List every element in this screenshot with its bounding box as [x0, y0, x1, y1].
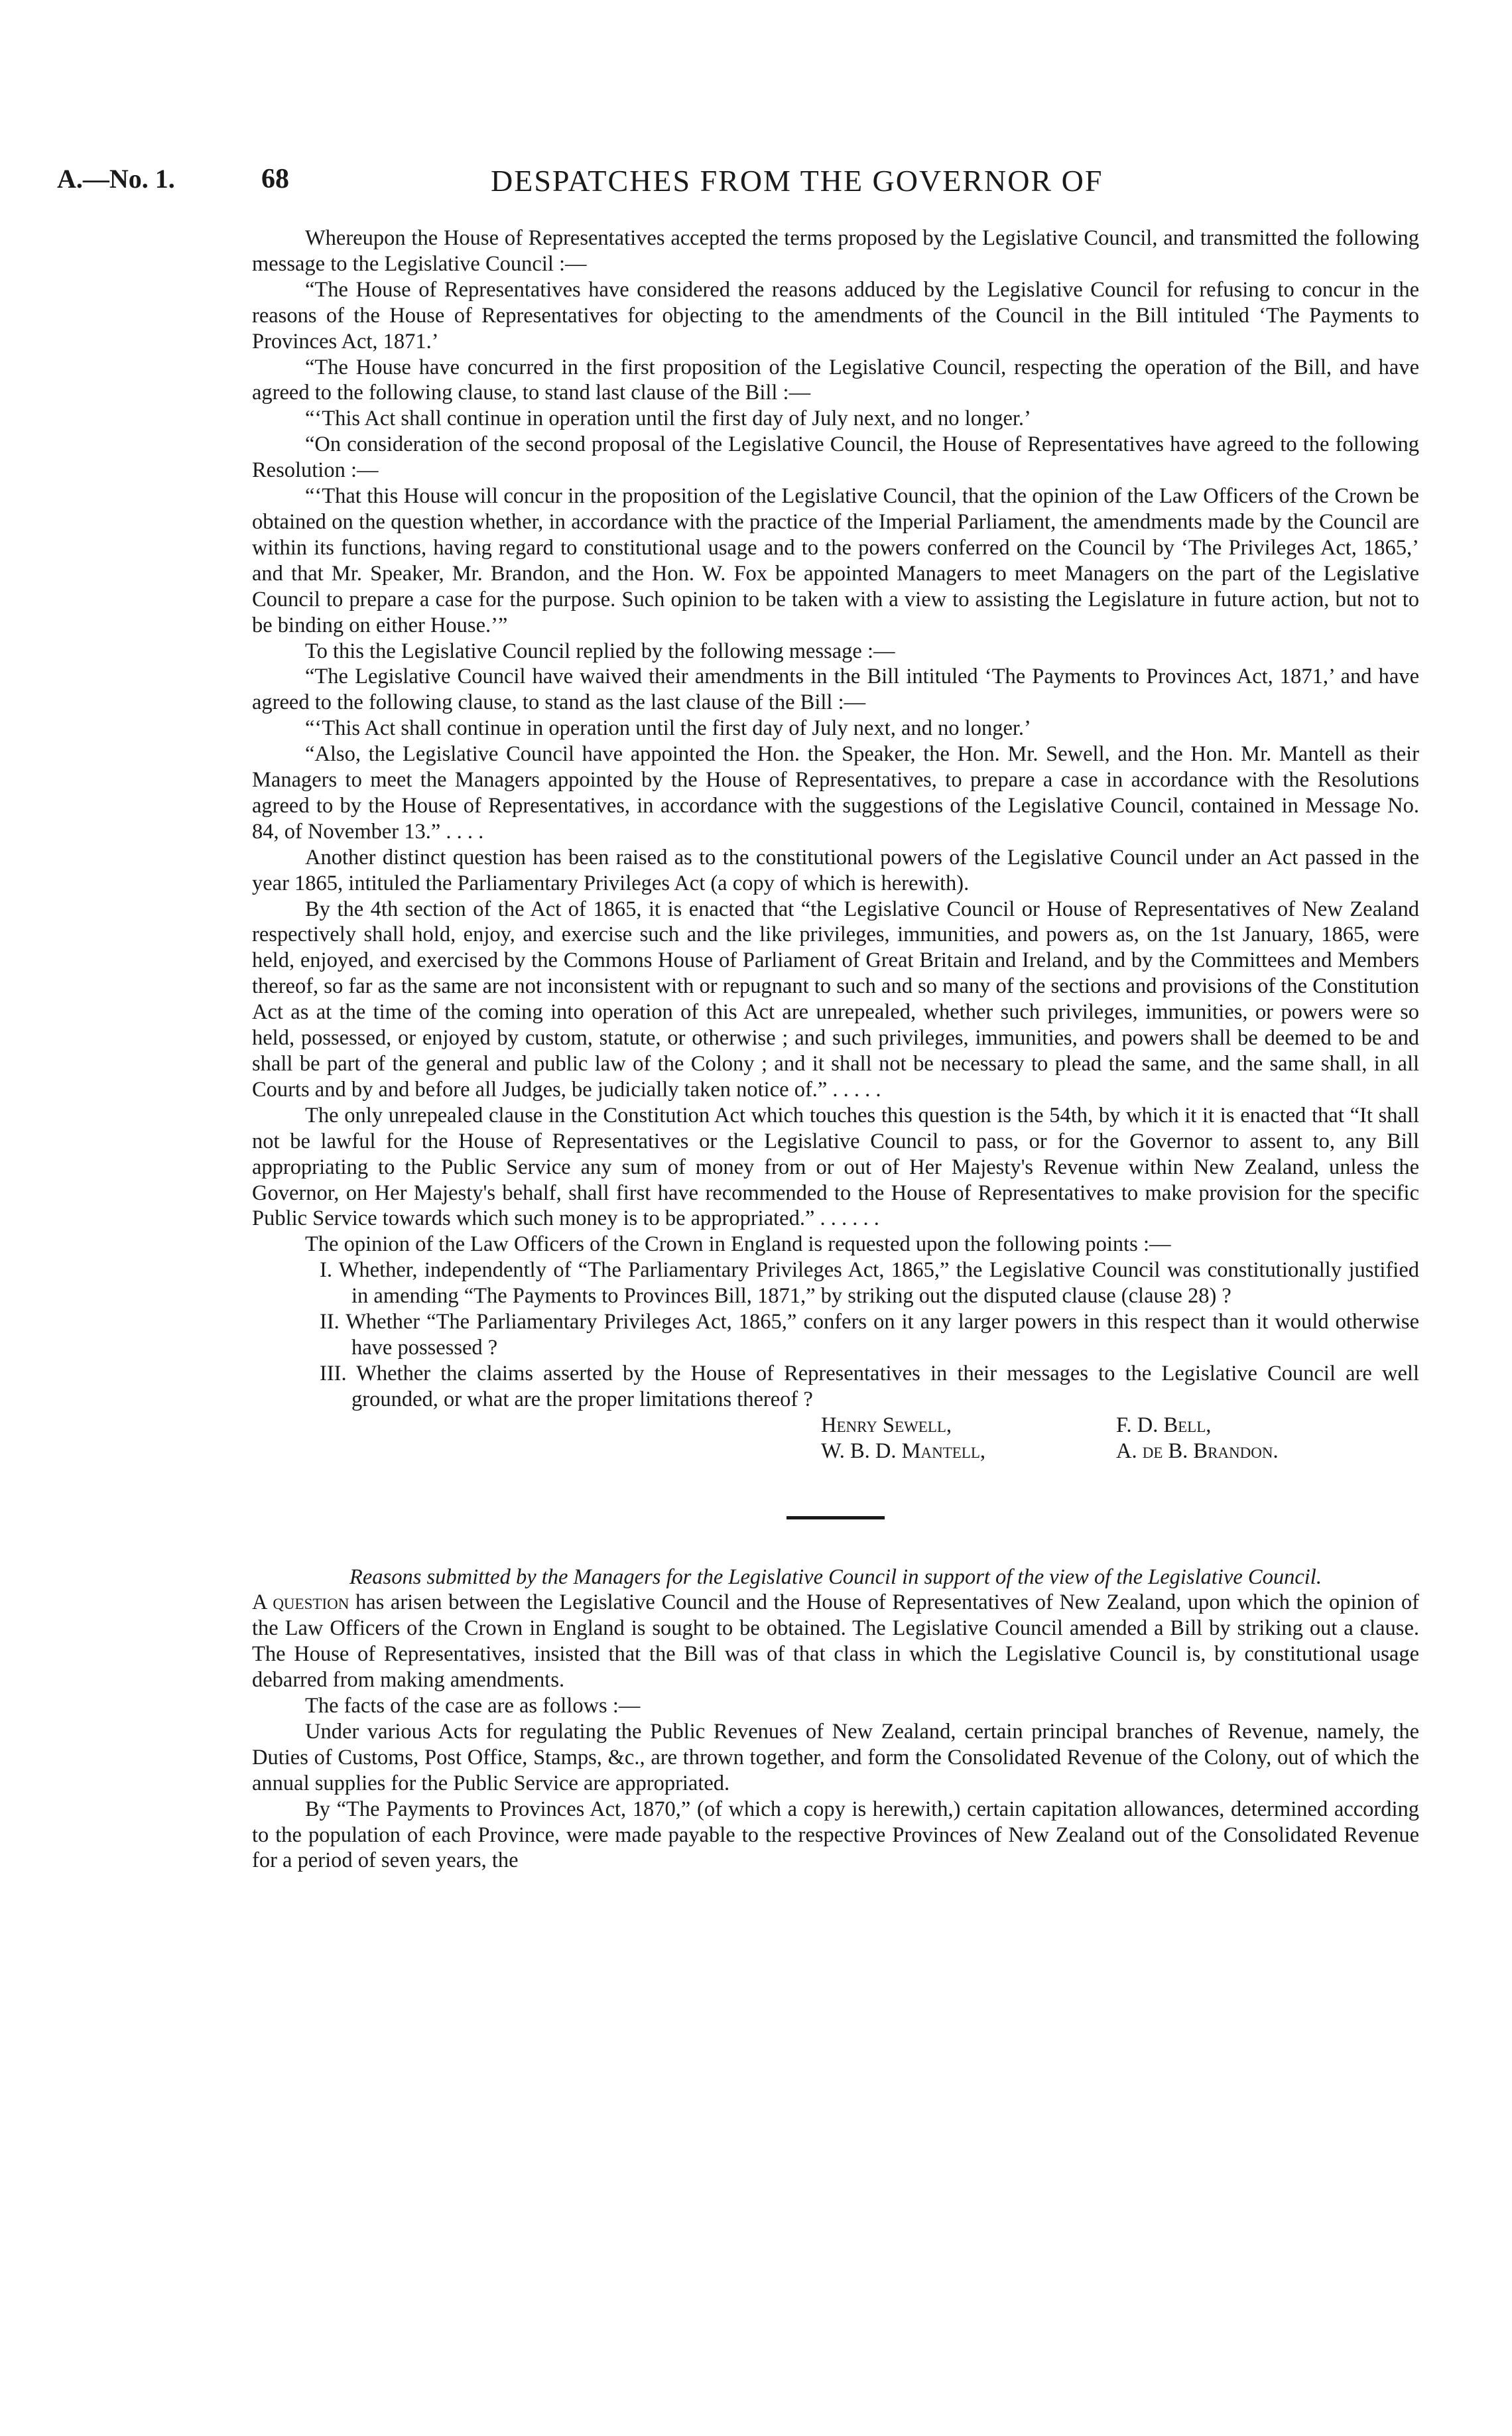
paragraph: “‘This Act shall continue in operation until the first day of July next, and no longer.’: [305, 716, 1031, 741]
paragraph: Under various Acts for regulating the Public Revenues of New Zealand, certain principal branches of Revenue, namely, the Duties of Customs, Post Office, Stamps, &c., are thrown together, and form the Consolidated Revenue of the Colony, out of which the annual supplies for the Public Service are appropriated.: [252, 1719, 1419, 1795]
points-list: [252, 1257, 1419, 1412]
paragraph: “The Legislative Council have waived their amendments in the Bill intituled ‘The Payments to Provinces Act, 1871,’ and have agreed to the following clause, to stand as the last clause of the Bill :—: [252, 665, 1419, 715]
paragraph: Whereupon the House of Representatives accepted the terms proposed by the Legislative Council, and transmitted the following message to the Legislative Council :—: [252, 226, 1419, 276]
paragraph: [252, 1590, 1419, 1693]
paragraph: “Also, the Legislative Council have appointed the Hon. the Speaker, the Hon. Mr. Sewell, and the Hon. Mr. Mantell as their Managers to meet the Managers appointed by the House of Representatives, to prepare a case in accordance with the Resolutions agreed to by the House of Representatives, in accordance with the suggestions of the Legislative Council, contained in Message No. 84, of November 13.” . . . .: [252, 742, 1419, 844]
paragraph-text: has arisen between the Legislative Council and the House of Representatives of New Zealand, upon which the opinion of the Law Officers of the Crown in England is sought to be obtained. The Legislative Council amended a Bill by striking out a clause. The House of Representatives, insisted that the Bill was of that class in which the Legislative Council is, by constitutional usage debarred from making amendments.: [252, 1590, 1419, 1693]
paragraph: “‘That this House will concur in the proposition of the Legislative Council, that the opinion of the Law Officers of the Crown be obtained on the question whether, in accordance with the practice of the Imperial Parliament, the amendments made by the Council are within its functions, having regard to constitutional usage and to the powers conferred on the Council by ‘The Privileges Act, 1865,’ and that Mr. Speaker, Mr. Brandon, and the Hon. W. Fox be appointed Managers to meet Managers on the part of the Legislative Council to prepare a case for the purpose. Such opinion to be taken with a view to assisting the Legislature in future action, but not to be binding on either House.’”: [252, 484, 1419, 637]
body-text: [252, 225, 1419, 1874]
paragraph: Another distinct question has been raised as to the constitutional powers of the Legislative Council under an Act passed in the year 1865, intituled the Parliamentary Privileges Act (a copy of which is herewith).: [252, 845, 1419, 895]
list-item: III. Whether the claims asserted by the House of Representatives in their messages to the Legislative Council are well grounded, or what are the proper limitations thereof ?: [320, 1361, 1419, 1411]
signatory: F. D. Bell,: [1116, 1413, 1212, 1437]
signature-row: [252, 1439, 1419, 1464]
signatory: A. de B. Brandon.: [1116, 1439, 1279, 1463]
list-item: I. Whether, independently of “The Parliamentary Privileges Act, 1865,” the Legislative Council was constitutionally justified in amending “The Payments to Provinces Bill, 1871,” by striking out the disputed clause (clause 28) ?: [320, 1258, 1419, 1309]
list-item: II. Whether “The Parliamentary Privileges Act, 1865,” confers on it any larger powers in this respect than it would otherwise have possessed ?: [320, 1310, 1419, 1360]
signature-block: [252, 1413, 1419, 1464]
paragraph: The only unrepealed clause in the Constitution Act which touches this question is the 54th, by which it it is enacted that “It shall not be lawful for the House of Representatives or the Legislative Council to pass, or for the Governor to assent to, any Bill appropriating to the Public Service any sum of money from or out of Her Majesty's Revenue within New Zealand, unless the Governor, on Her Majesty's behalf, shall first have recommended to the House of Representatives to make provision for the specific Public Service towards which such money is to be appropriated.” . . . . . .: [252, 1103, 1419, 1231]
page-header: [57, 163, 1455, 203]
paragraph: The facts of the case are as follows :—: [305, 1694, 641, 1718]
paragraph: The opinion of the Law Officers of the Crown in England is requested upon the following points :—: [305, 1232, 1171, 1257]
signatory: W. B. D. Mantell,: [821, 1439, 986, 1463]
paragraph: To this the Legislative Council replied by the following message :—: [305, 639, 895, 663]
running-title: DESPATCHES FROM THE GOVERNOR OF: [491, 164, 1103, 198]
paragraph: “The House have concurred in the first proposition of the Legislative Council, respecting the operation of the Bill, and have agreed to the following clause, to stand last clause of the Bill :—: [252, 355, 1419, 405]
signatory: Henry Sewell,: [821, 1413, 952, 1437]
signature-row: [252, 1413, 1419, 1439]
section-heading: Reasons submitted by the Managers for the Legislative Council in support of the view of the Legislative Council.: [349, 1565, 1322, 1589]
lead-word: A question: [252, 1590, 349, 1615]
paragraph: “‘This Act shall continue in operation until the first day of July next, and no longer.’: [305, 407, 1031, 431]
paragraph: By the 4th section of the Act of 1865, it is enacted that “the Legislative Council or House of Representatives of New Zealand respectively shall hold, enjoy, and exercise such and the like privileges, immunities, and powers as, on the 1st January, 1865, were held, enjoyed, and exercised by the Commons House of Parliament of Great Britain and Ireland, and by the Committees and Members thereof, so far as the same are not inconsistent with or repugnant to such and so many of the sections and provisions of the Constitution Act as at the time of the coming into operation of this Act are unrepealed, whether such privileges, immunities, or powers were so held, possessed, or enjoyed by custom, statute, or otherwise ; and such privileges, immunities, and powers shall be deemed to be and shall be part of the general and public law of the Colony ; and it shall not be necessary to plead the same, and the same shall, in all Courts and by and before all Judges, be judicially taken notice of.” . . . . .: [252, 897, 1419, 1102]
paper-reference: A.—No. 1.: [57, 164, 175, 194]
paragraph: “The House of Representatives have considered the reasons adduced by the Legislative Council for refusing to concur in the reasons of the House of Representatives for objecting to the amendments of the Council in the Bill intituled ‘The Payments to Provinces Act, 1871.’: [252, 277, 1419, 353]
section-divider: [787, 1516, 885, 1519]
paragraph: By “The Payments to Provinces Act, 1870,” (of which a copy is herewith,) certain capitation allowances, determined according to the population of each Province, were made payable to the respective Provinces of New Zealand out of the Consolidated Revenue for a period of seven years, the: [252, 1797, 1419, 1873]
paragraph: “On consideration of the second proposal of the Legislative Council, the House of Representatives have agreed to the following Resolution :—: [252, 432, 1419, 483]
page-number: 68: [261, 164, 289, 194]
